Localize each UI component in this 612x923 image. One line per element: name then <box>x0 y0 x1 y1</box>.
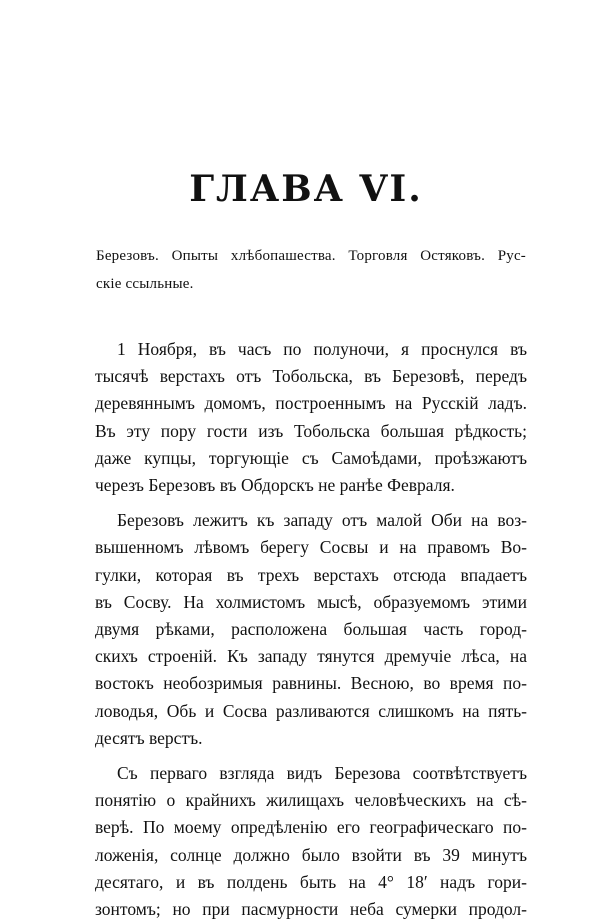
text-line: зонтомъ; но при пасмурности неба сумерки продол- <box>95 899 527 920</box>
text-line: десятаго, и въ полдень быть на 4° 18′ надъ гори- <box>95 871 527 892</box>
text-line: востокъ необозримыя равнины. Весною, во время по- <box>95 673 527 694</box>
chapter-title: ГЛАВА VI. <box>189 168 423 210</box>
text-line: даже купцы, торгующіе съ Самоѣдами, проѣзжаютъ <box>95 447 527 468</box>
text-line: десятъ верстъ. <box>95 727 203 748</box>
body-text <box>95 336 527 923</box>
chapter-summary <box>96 242 526 298</box>
text-line: Съ перваго взгляда видъ Березова соотвѣтствуетъ <box>117 763 527 784</box>
text-line: Въ эту пору гости изъ Тобольска большая рѣдкость; <box>95 420 527 441</box>
text-line: гулки, которая въ трехъ верстахъ отсюда впадаетъ <box>95 564 527 585</box>
summary-line: Березовъ. Опыты хлѣбопашества. Торговля Остяковъ. Рус- <box>96 248 526 264</box>
text-line: черезъ Березовъ въ Обдорскъ не ранѣе Февраля. <box>95 475 455 496</box>
text-line: 1 Ноября, въ часъ по полуночи, я проснулся въ <box>117 339 527 359</box>
text-line: тысячѣ верстахъ отъ Тобольска, въ Березовѣ, передъ <box>95 366 527 387</box>
text-line: Березовъ лежитъ къ западу отъ малой Оби на воз- <box>117 510 527 531</box>
text-line: деревяннымъ домомъ, построеннымъ на Русскій ладъ. <box>95 393 527 414</box>
summary-line: скіе ссыльные. <box>96 276 194 292</box>
text-line: ловодья, Обь и Сосва разливаются слишкомъ на пять- <box>95 700 527 721</box>
text-line: верѣ. По моему опредѣленію его географическаго по- <box>95 817 527 838</box>
text-line: вышенномъ лѣвомъ берегу Сосвы и на правомъ Во- <box>95 537 527 558</box>
text-line: ложенія, солнце должно было взойти въ 39 минутъ <box>95 844 527 865</box>
text-line: понятію о крайнихъ жилищахъ человѣческихъ на сѣ- <box>95 790 527 811</box>
text-line: въ Сосву. На холмистомъ мысѣ, образуемомъ этими <box>95 591 527 612</box>
text-line: двумя рѣками, расположена большая часть город- <box>95 619 527 640</box>
text-line: скихъ строеній. Къ западу тянутся дремучіе лѣса, на <box>95 646 527 667</box>
